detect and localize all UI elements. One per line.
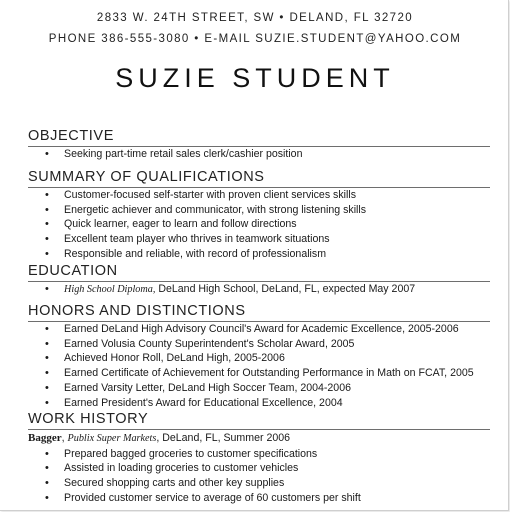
list-item: • Earned DeLand High Advisory Council's Award for Academic Excellence, 2005-2006 — [28, 322, 490, 337]
work-list — [28, 447, 490, 506]
job-separator: , — [61, 432, 68, 444]
work-section — [28, 411, 490, 506]
objective-section — [28, 128, 490, 162]
education-heading: EDUCATION — [28, 263, 490, 282]
list-item: • Earned Varsity Letter, DeLand High Soccer Team, 2004-2006 — [28, 381, 490, 396]
list-item: • Provided customer service to average of 60 customers per shift — [28, 491, 490, 506]
qualifications-list — [28, 188, 490, 262]
address-line: 2833 W. 24TH STREET, SW • DELAND, FL 32720 — [96, 12, 414, 24]
list-item: • Secured shopping carts and other key supplies — [28, 476, 490, 491]
qualifications-heading: SUMMARY OF QUALIFICATIONS — [28, 169, 490, 188]
diploma-name: High School Diploma, — [64, 284, 156, 295]
objective-list — [28, 147, 490, 162]
honors-section — [28, 303, 490, 410]
objective-heading: OBJECTIVE — [28, 128, 490, 147]
list-item: • Achieved Honor Roll, DeLand High, 2005-2006 — [28, 351, 490, 366]
employer-name: Publix Super Markets — [67, 433, 157, 444]
list-item: • Earned Certificate of Achievement for Outstanding Performance in Math on FCAT, 2005 — [28, 366, 490, 381]
job-line — [28, 431, 490, 447]
honors-heading: HONORS AND DISTINCTIONS — [28, 303, 490, 322]
education-list — [28, 282, 490, 298]
list-item: • Assisted in loading groceries to customer vehicles — [28, 461, 490, 476]
list-item: • Earned President's Award for Educational Excellence, 2004 — [28, 396, 490, 411]
qualifications-section — [28, 169, 490, 262]
list-item: • Earned Volusia County Superintendent's Scholar Award, 2005 — [28, 337, 490, 352]
candidate-name: SUZIE STUDENT — [115, 63, 395, 93]
list-item: • Prepared bagged groceries to customer specifications — [28, 447, 490, 462]
school-detail: DeLand High School, DeLand, FL, expected May 2007 — [155, 283, 416, 295]
contact-line: PHONE 386-555-3080 • E-MAIL SUZIE.STUDENT@YAHOO.COM — [48, 33, 462, 45]
list-item: • Seeking part-time retail sales clerk/cashier position — [28, 147, 490, 162]
list-item: • Customer-focused self-starter with proven client services skills — [28, 188, 490, 203]
list-item: • Responsible and reliable, with record of professionalism — [28, 247, 490, 262]
list-item: • Excellent team player who thrives in teamwork situations — [28, 232, 490, 247]
honors-list — [28, 322, 490, 410]
list-item: • Quick learner, eager to learn and follow directions — [28, 217, 490, 232]
education-section — [28, 263, 490, 298]
list-item: • Energetic achiever and communicator, with strong listening skills — [28, 203, 490, 218]
education-item — [28, 282, 490, 298]
job-detail: , DeLand, FL, Summer 2006 — [156, 432, 291, 444]
work-heading: WORK HISTORY — [28, 411, 490, 430]
job-title: Bagger — [28, 432, 62, 444]
